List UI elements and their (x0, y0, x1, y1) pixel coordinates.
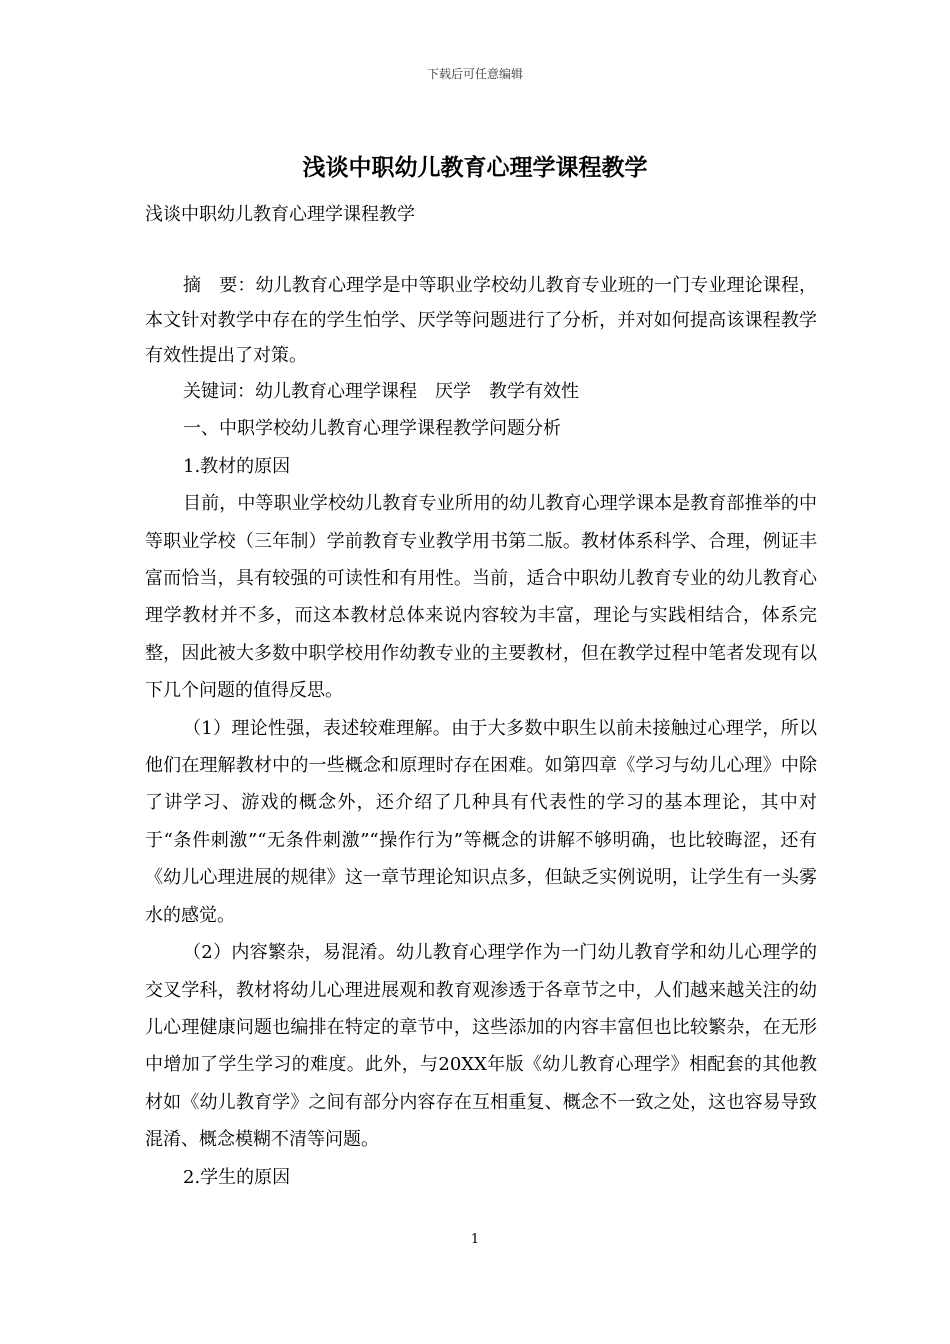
subsection-heading-students: 2.学生的原因 (183, 1166, 291, 1188)
document-title: 浅谈中职幼儿教育心理学课程教学 (302, 155, 648, 181)
header-note: 下载后可任意编辑 (426, 67, 523, 81)
abstract-paragraph: 摘 要：幼儿教育心理学是中等职业学校幼儿教育专业班的一门专业理论课程，本文针对教学中存在的学生怕学、厌学等问题进行了分析，并对如何提高该课程教学有效性提出了对策。 (145, 275, 817, 366)
page-number: 1 (470, 1232, 480, 1247)
section-heading-1: 一、中职学校幼儿教育心理学课程教学问题分析 (183, 418, 561, 440)
subsection-heading-textbook: 1.教材的原因 (183, 455, 291, 477)
paragraph-point-2: （2）内容繁杂，易混淆。幼儿教育心理学作为一门幼儿教育学和幼儿心理学的交叉学科，教材将幼儿心理进展观和教育观渗透于各章节之中，人们越来越关注的幼儿心理健康问题也编排在特定的章节中，这些添加的内容丰富但也比较繁杂，在无形中增加了学生学习的难度。此外，与20XX年版《幼儿教育心理学》相配套的其他教材如《幼儿教育学》之间有部分内容存在互相重复、概念不一致之处，这也容易导致混淆、概念模糊不清等问题。 (145, 942, 817, 1151)
document-body (145, 198, 817, 1196)
document-subtitle: 浅谈中职幼儿教育心理学课程教学 (145, 204, 415, 225)
keywords-line: 关键词：幼儿教育心理学课程 厌学 教学有效性 (183, 381, 579, 402)
paragraph-point-1: （1）理论性强，表述较难理解。由于大多数中职生以前未接触过心理学，所以他们在理解教材中的一些概念和原理时存在困难。如第四章《学习与幼儿心理》中除了讲学习、游戏的概念外，还介绍了几种具有代表性的学习的基本理论，其中对于“条件刺激”“无条件刺激”“操作行为”等概念的讲解不够明确，也比较晦涩，还有《幼儿心理进展的规律》这一章节理论知识点多，但缺乏实例说明，让学生有一头雾水的感觉。 (145, 717, 817, 926)
paragraph-textbook: 目前，中等职业学校幼儿教育专业所用的幼儿教育心理学课本是教育部推举的中等职业学校（三年制）学前教育专业教学用书第二版。教材体系科学、合理，例证丰富而恰当，具有较强的可读性和有用性。当前，适合中职幼儿教育专业的幼儿教育心理学教材并不多，而这本教材总体来说内容较为丰富，理论与实践相结合，体系完整，因此被大多数中职学校用作幼教专业的主要教材，但在教学过程中笔者发现有以下几个问题的值得反思。 (145, 493, 817, 702)
